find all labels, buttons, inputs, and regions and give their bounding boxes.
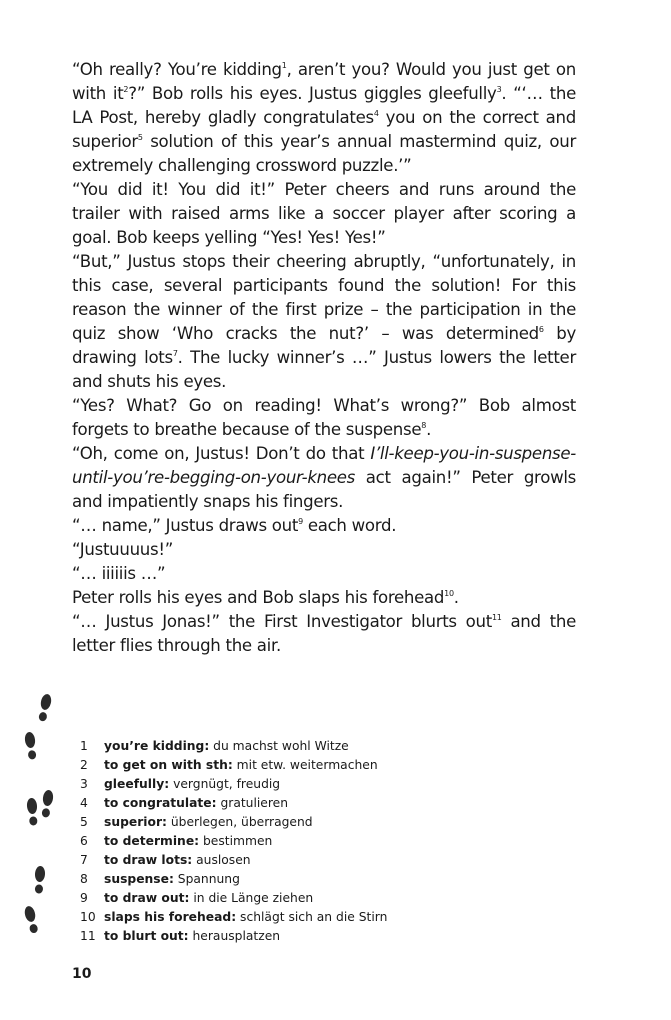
footnote-definition: überlegen, überragend <box>166 815 313 829</box>
footnote-item <box>80 832 500 851</box>
paragraph <box>72 394 576 442</box>
footnote-marker: 10 <box>444 589 454 598</box>
footnotes <box>80 737 500 946</box>
footnote-definition: gratulieren <box>216 796 289 810</box>
footnote-marker: 2 <box>123 85 129 94</box>
footnote-marker: 7 <box>172 349 178 358</box>
footnote-item <box>80 927 500 946</box>
text-run: and the letter flies through the air. <box>72 612 576 655</box>
footnote-definition: herausplatzen <box>188 929 281 943</box>
footnote-term: to determine: <box>104 834 200 848</box>
footnote-definition: schlägt sich an die Stirn <box>236 910 388 924</box>
text-run: . <box>453 588 459 607</box>
footnote-definition: in die Länge ziehen <box>189 891 314 905</box>
footnote-term: you’re kidding: <box>104 739 210 753</box>
text-run: you on the correct and superior <box>72 108 576 151</box>
footnote-marker: 9 <box>298 517 303 526</box>
text-run: , aren’t you? Would you just get on with it <box>72 60 577 103</box>
paragraph <box>72 178 576 250</box>
text-run: . “‘… the LA Post, hereby gladly congratulates <box>72 84 576 127</box>
footnote-marker: 11 <box>491 613 502 622</box>
text-run: “Oh, come on, Justus! Don’t do that <box>72 444 371 463</box>
footnote-number: 4 <box>80 796 88 810</box>
footnote-marker: 6 <box>538 325 544 334</box>
footnote-definition: mit etw. weitermachen <box>232 758 378 772</box>
footnote-definition: du machst wohl Witze <box>209 739 349 753</box>
footnote-number: 3 <box>80 777 88 791</box>
footnote-term: gleefully: <box>104 777 170 791</box>
paragraph <box>72 514 576 538</box>
footnote-item <box>80 794 500 813</box>
footnote-item <box>80 889 500 908</box>
footnote-term: slaps his forehead: <box>104 910 237 924</box>
footnote-number: 2 <box>80 758 88 772</box>
emphasis-text: I’ll-keep-you-in-suspense-until-you’re-begging-on-your-knees <box>72 444 576 487</box>
footnote-number: 6 <box>80 834 88 848</box>
footnote-term: to congratulate: <box>104 796 217 810</box>
paragraph <box>72 58 576 178</box>
footnote-number: 10 <box>80 910 96 924</box>
text-run: “… iiiiiis …” <box>72 564 166 583</box>
page-number: 10 <box>72 966 92 982</box>
paragraph <box>72 250 576 394</box>
text-run: “… name,” Justus draws out <box>72 516 299 535</box>
footnote-number: 11 <box>80 929 96 943</box>
footnote-term: suspense: <box>104 872 174 886</box>
paragraph <box>72 442 576 514</box>
footnote-item <box>80 908 500 927</box>
footnote-definition: Spannung <box>173 872 240 886</box>
footnote-term: to draw out: <box>104 891 190 905</box>
footnote-item <box>80 737 500 756</box>
paragraph <box>72 610 576 658</box>
footnote-term: superior: <box>104 815 167 829</box>
paragraph <box>72 538 576 562</box>
footnote-term: to get on with sth: <box>104 758 233 772</box>
footnote-number: 1 <box>80 739 88 753</box>
text-run: ?” Bob rolls his eyes. Justus giggles gleefully <box>128 84 497 103</box>
footnote-item <box>80 756 500 775</box>
footnote-marker: 5 <box>137 133 143 142</box>
footnote-definition: auslosen <box>192 853 251 867</box>
footnote-marker: 3 <box>496 85 502 94</box>
footnote-marker: 4 <box>373 109 379 118</box>
text-run: each word. <box>302 516 397 535</box>
footnote-item <box>80 870 500 889</box>
text-run: “… Justus Jonas!” the First Investigator blurts out <box>72 612 492 631</box>
paragraph <box>72 562 576 586</box>
footnote-number: 5 <box>80 815 88 829</box>
text-run: “Justuuuus!” <box>72 540 174 559</box>
footnote-definition: vergnügt, freudig <box>169 777 281 791</box>
text-run: “Yes? What? Go on reading! What’s wrong?” Bob almost forgets to breathe because of the suspense <box>72 396 576 439</box>
footnote-item <box>80 775 500 794</box>
paragraph <box>72 586 576 610</box>
text-run: solution of this year’s annual mastermind quiz, our extremely challenging crossword puzzle.’” <box>72 132 576 175</box>
text-run: “Oh really? You’re kidding <box>72 60 282 79</box>
text-run: . <box>426 420 432 439</box>
footnote-term: to blurt out: <box>104 929 189 943</box>
footnote-number: 9 <box>80 891 88 905</box>
footnote-definition: bestimmen <box>199 834 273 848</box>
text-run: Peter rolls his eyes and Bob slaps his forehead <box>72 588 445 607</box>
footnote-marker: 1 <box>281 61 287 70</box>
text-run: act again!” Peter growls and impatiently snaps his fingers. <box>72 468 576 511</box>
footnote-number: 7 <box>80 853 88 867</box>
footnote-term: to draw lots: <box>104 853 193 867</box>
story-text <box>72 58 576 658</box>
text-run: . The lucky winner’s …” Justus lowers the letter and shuts his eyes. <box>72 348 576 391</box>
footprints-icon <box>18 688 68 948</box>
footnote-item <box>80 813 500 832</box>
text-run: “You did it! You did it!” Peter cheers and runs around the trailer with raised arms like a soccer player after scoring a goal. Bob keeps yelling “Yes! Yes! Yes!” <box>72 180 576 247</box>
footnote-number: 8 <box>80 872 88 886</box>
text-run: by drawing lots <box>72 324 576 367</box>
footnote-marker: 8 <box>421 421 427 430</box>
footnote-item <box>80 851 500 870</box>
text-run: “But,” Justus stops their cheering abruptly, “unfortunately, in this case, several participants found the solution! For this reason the winner of the first prize – the participation in the quiz show ‘Who cracks the nut?’ – was determined <box>72 252 576 343</box>
